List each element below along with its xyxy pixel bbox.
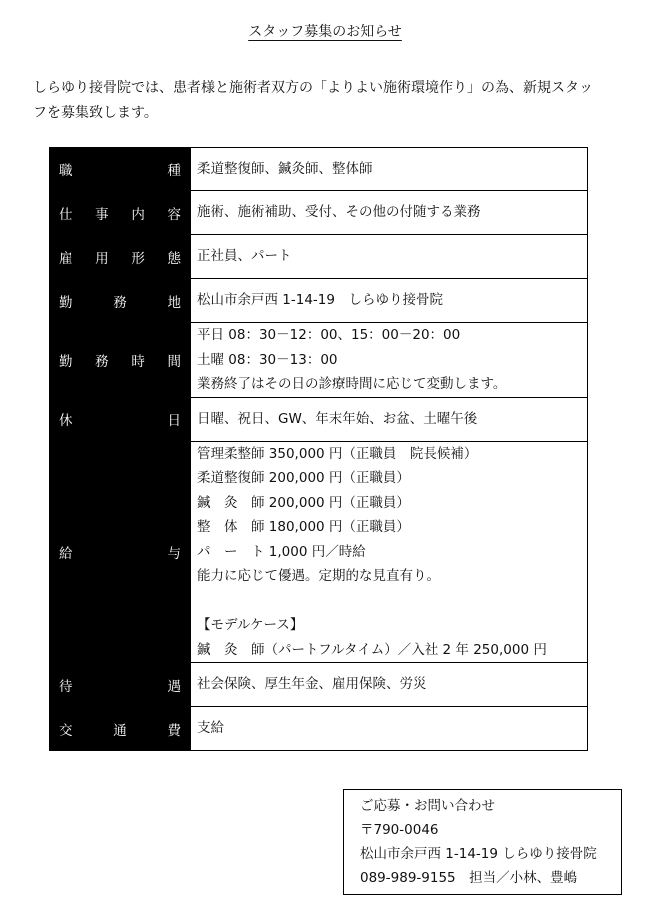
value-transport — [191, 707, 588, 751]
value-line: 鍼 灸 師（パートフルタイム）／入社 2 年 250,000 円 — [197, 641, 547, 658]
value-line: 【モデルケース】 — [197, 617, 304, 633]
contact-address: 松山市余戸西 1-14-19 しらゆり接骨院 — [360, 846, 597, 862]
notice-title-text: スタッフ募集のお知らせ — [248, 24, 402, 40]
label-char: 務 — [95, 353, 109, 370]
intro-paragraph — [33, 76, 633, 126]
row-benefits — [50, 663, 588, 707]
label-char: 容 — [167, 206, 181, 223]
label-char: 雇 — [59, 250, 73, 267]
label-char: 交 — [59, 722, 73, 739]
value-line: パ ー ト 1,000 円／時給 — [197, 543, 366, 560]
label-salary — [50, 441, 191, 663]
label-benefits — [50, 663, 191, 707]
contact-postal: 〒790-0046 — [360, 822, 439, 838]
row-salary — [50, 441, 588, 663]
label-char: 務 — [113, 294, 127, 311]
label-char: 待 — [59, 678, 73, 695]
notice-title — [0, 22, 650, 42]
value-job-type — [191, 148, 588, 191]
label-char: 費 — [167, 722, 181, 739]
label-char: 勤 — [59, 294, 73, 311]
row-job-type — [50, 148, 588, 191]
value-line: 松山市余戸西 1-14-19 しらゆり接骨院 — [197, 292, 443, 309]
value-work-content — [191, 191, 588, 235]
row-employment-type — [50, 235, 588, 279]
value-work-hours — [191, 323, 588, 398]
value-benefits — [191, 663, 588, 707]
job-details-table — [49, 147, 588, 751]
value-line: 業務終了はその日の診療時間に応じて変動します。 — [197, 376, 507, 392]
contact-box — [343, 789, 622, 895]
intro-line: フを募集致します。 — [33, 105, 158, 121]
label-char: 勤 — [59, 353, 73, 370]
label-char: 種 — [167, 163, 181, 179]
label-char: 内 — [131, 206, 145, 223]
row-work-hours — [50, 323, 588, 398]
row-transport — [50, 707, 588, 751]
value-line: 柔道整復師 200,000 円（正職員） — [197, 470, 410, 486]
label-work-hours — [50, 323, 191, 398]
value-line: 鍼 灸 師 200,000 円（正職員） — [197, 494, 410, 511]
value-line: 支給 — [197, 720, 224, 737]
value-line: 整 体 師 180,000 円（正職員） — [197, 519, 410, 535]
label-char: 給 — [59, 545, 73, 562]
label-holidays — [50, 397, 191, 441]
label-char: 遇 — [167, 678, 181, 695]
label-work-content — [50, 191, 191, 235]
value-employment-type — [191, 235, 588, 279]
label-employment-type — [50, 235, 191, 279]
label-char: 形 — [131, 250, 145, 267]
label-job-type — [50, 148, 191, 191]
value-line: 社会保険、厚生年金、雇用保険、労災 — [197, 676, 427, 693]
label-char: 用 — [95, 250, 109, 267]
value-holidays — [191, 397, 588, 441]
label-char: 職 — [59, 163, 73, 179]
value-line: 管理柔整師 350,000 円（正職員 院長候補） — [197, 445, 478, 462]
value-line: 平日 08：30－12：00、15：00－20：00 — [197, 327, 461, 343]
label-char: 与 — [167, 545, 181, 562]
label-char: 時 — [131, 353, 145, 370]
label-char: 通 — [113, 722, 127, 739]
label-workplace — [50, 279, 191, 323]
label-char: 態 — [167, 250, 181, 267]
value-line: 能力に応じて優遇。定期的な見直有り。 — [197, 568, 440, 584]
value-line: 柔道整復師、鍼灸師、整体師 — [197, 160, 373, 177]
label-char: 日 — [167, 413, 181, 429]
intro-line: しらゆり接骨院では、患者様と施術者双方の「よりよい施術環境作り」の為、新規スタッ — [33, 80, 593, 96]
row-workplace — [50, 279, 588, 323]
value-line: 土曜 08：30－13：00 — [197, 351, 338, 368]
value-salary — [191, 441, 588, 663]
value-workplace — [191, 279, 588, 323]
contact-heading: ご応募・お問い合わせ — [360, 798, 495, 814]
label-transport — [50, 707, 191, 751]
label-char: 休 — [59, 413, 73, 429]
label-char: 仕 — [59, 206, 73, 223]
contact-phone: 089-989-9155 担当／小林、豊嶋 — [360, 870, 578, 886]
label-char: 事 — [95, 206, 109, 223]
value-line: 日曜、祝日、GW、年末年始、お盆、土曜午後 — [197, 410, 478, 427]
label-char: 間 — [167, 353, 181, 370]
value-line: 施術、施術補助、受付、その他の付随する業務 — [197, 204, 481, 221]
blank-line — [197, 589, 581, 614]
label-char: 地 — [167, 294, 181, 311]
row-work-content — [50, 191, 588, 235]
row-holidays — [50, 397, 588, 441]
value-line: 正社員、パート — [197, 248, 292, 265]
